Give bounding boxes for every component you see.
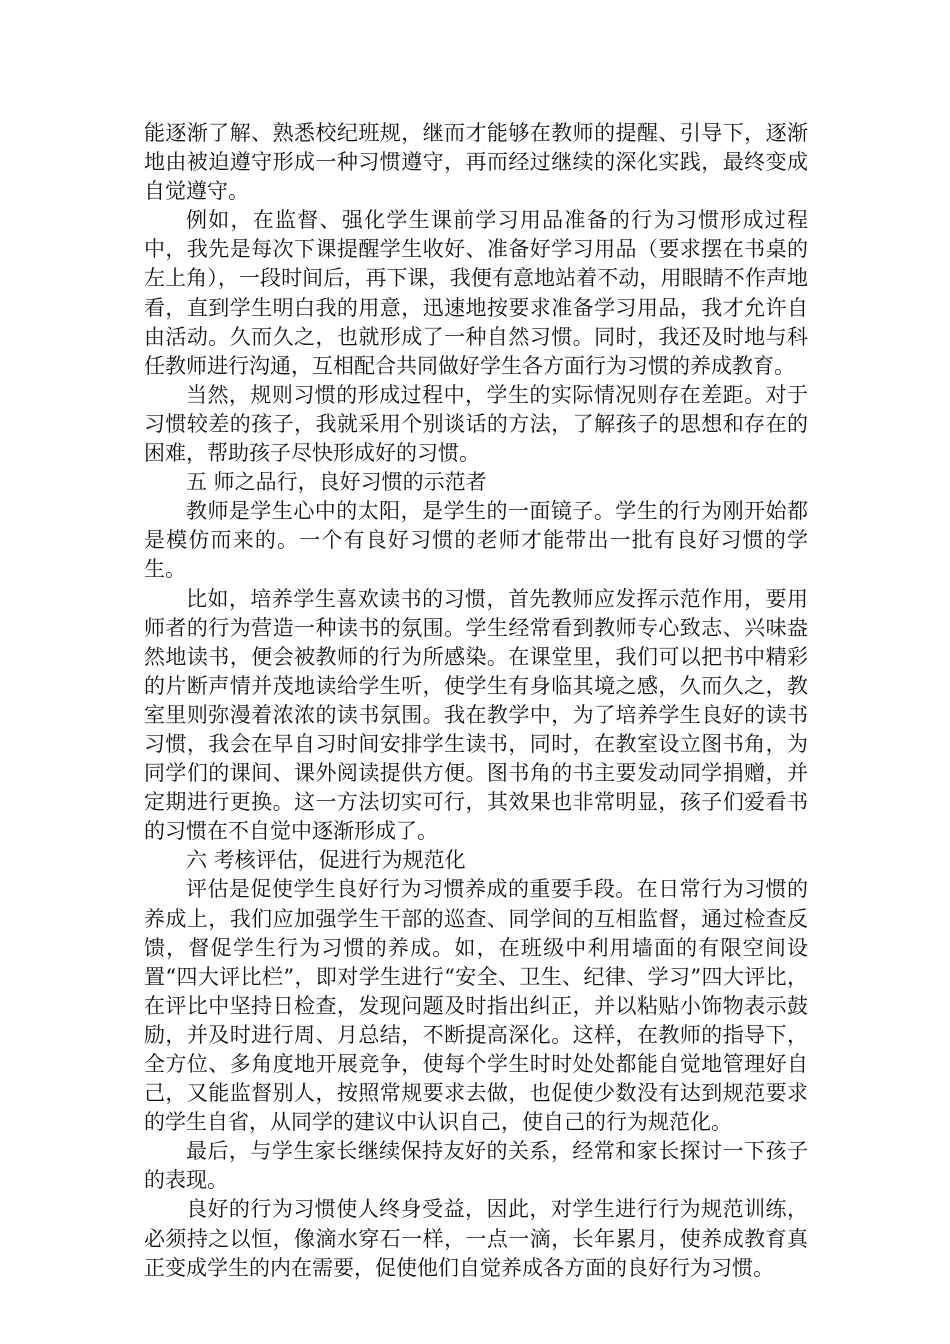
- section-heading-six: 六 考核评估，促进行为规范化: [186, 848, 466, 873]
- paragraph-teacher-mirror: 教师是学生心中的太阳，是学生的一面镜子。学生的行为刚开始都是模仿而来的。一个有良好习惯的老师才能带出一批有良好习惯的学生。: [144, 499, 808, 582]
- document-body: [144, 119, 808, 1283]
- paragraph-conclusion: 良好的行为习惯使人终身受益，因此，对学生进行行为规范训练，必须持之以恒，像滴水穿石一样，一点一滴，长年累月，使养成教育真正变成学生的内在需要，促使他们自觉养成各方面的良好行为习惯。: [144, 1197, 808, 1280]
- paragraph-reading-habit: 比如，培养学生喜欢读书的习惯，首先教师应发挥示范作用，要用师者的行为营造一种读书的氛围。学生经常看到教师专心致志、兴味盎然地读书，便会被教师的行为所感染。在课堂里，我们可以把书中精彩的片断声情并茂地读给学生听，使学生有身临其境之感，久而久之，教室里则弥漫着浓浓的读书氛围。我在教学中，为了培养学生良好的读书习惯，我会在早自习时间安排学生读书，同时，在教室设立图书角，为同学们的课间、课外阅读提供方便。图书角的书主要发动同学捐赠，并定期进行更换。这一方法切实可行，其效果也非常明显，孩子们爱看书的习惯在不自觉中逐渐形成了。: [144, 586, 808, 844]
- paragraph-parents: 最后，与学生家长继续保持友好的关系，经常和家长探讨一下孩子的表现。: [144, 1139, 808, 1193]
- section-heading-five: 五 师之品行，良好习惯的示范者: [186, 470, 487, 495]
- paragraph-continuation: 能逐渐了解、熟悉校纪班规，继而才能够在教师的提醒、引导下，逐渐地由被迫遵守形成一种习惯遵守，再而经过继续的深化实践，最终变成自觉遵守。: [144, 121, 808, 204]
- paragraph-individual-talks: 当然，规则习惯的形成过程中，学生的实际情况则存在差距。对于习惯较差的孩子，我就采用个别谈话的方法，了解孩子的思想和存在的困难，帮助孩子尽快形成好的习惯。: [144, 382, 808, 466]
- paragraph-assessment: 评估是促使学生良好行为习惯养成的重要手段。在日常行为习惯的养成上，我们应加强学生干部的巡查、同学间的互相监督，通过检查反馈，督促学生行为习惯的养成。如，在班级中利用墙面的有限空间设置“四大评比栏”，即对学生进行“安全、卫生、纪律、学习”四大评比，在评比中坚持日检查，发现问题及时指出纠正，并以粘贴小饰物表示鼓励，并及时进行周、月总结，不断提高深化。这样，在教师的指导下，全方位、多角度地开展竞争，使每个学生时时处处都能自觉地管理好自己，又能监督别人，按照常规要求去做，也促使少数没有达到规范要求的学生自省，从同学的建议中认识自己，使自己的行为规范化。: [144, 877, 808, 1135]
- paragraph-example-supplies: 例如，在监督、强化学生课前学习用品准备的行为习惯形成过程中，我先是每次下课提醒学生收好、准备好学习用品（要求摆在书桌的左上角），一段时间后，再下课，我便有意地站着不动，用眼睛不作声地看，直到学生明白我的用意，迅速地按要求准备学习用品，我才允许自由活动。久而久之，也就形成了一种自然习惯。同时，我还及时地与科任教师进行沟通，互相配合共同做好学生各方面行为习惯的养成教育。: [144, 208, 808, 378]
